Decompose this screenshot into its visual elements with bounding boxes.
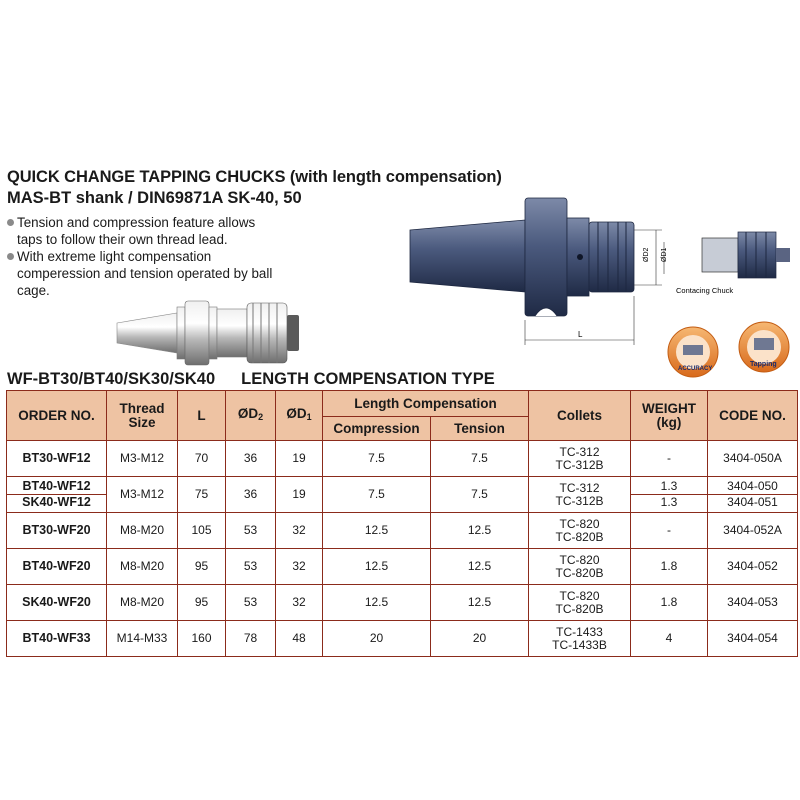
code-cell: 3404-052 — [708, 549, 798, 585]
code-b: 3404-051 — [727, 495, 778, 509]
l-cell: 160 — [178, 621, 226, 657]
order-b: SK40-WF12 — [22, 495, 91, 509]
l-cell: 95 — [178, 585, 226, 621]
collet-b: TC-820B — [555, 529, 604, 544]
technical-drawing — [400, 190, 800, 380]
l-cell: 75 — [178, 477, 226, 513]
table-row — [7, 513, 798, 549]
l-cell: 70 — [178, 441, 226, 477]
collet-b: TC-312B — [555, 493, 604, 508]
collet-a: TC-1433 — [556, 625, 603, 639]
d2-label: ØD2 — [643, 247, 650, 262]
collet-a: TC-312 — [559, 445, 600, 459]
code-cell: 3404-050A — [708, 441, 798, 477]
code-cell: 3404-052A — [708, 513, 798, 549]
thread-cell: M8-M20 — [107, 513, 178, 549]
thread-cell: M14-M33 — [107, 621, 178, 657]
d1-cell: 48 — [276, 621, 323, 657]
collet-b: TC-1433B — [552, 637, 607, 652]
bullet-icon — [7, 253, 14, 260]
code-cell: 3404-053 — [708, 585, 798, 621]
header-d2 — [226, 391, 276, 441]
page-subtitle: MAS-BT shank / DIN69871A SK-40, 50 — [7, 189, 302, 207]
compression-cell: 12.5 — [323, 585, 431, 621]
d2-cell: 53 — [226, 513, 276, 549]
thread-cell: M3-M12 — [107, 477, 178, 513]
weight-cell: 1.8 — [631, 585, 708, 621]
d1-cell: 19 — [276, 477, 323, 513]
type-label: LENGTH COMPENSATION TYPE — [241, 370, 495, 388]
header-weight: WEIGHT (kg) — [631, 391, 708, 441]
table-row — [7, 477, 798, 513]
table-row — [7, 621, 798, 657]
feature-text: Tension and compression feature allows taps to follow their own thread lead. — [17, 215, 256, 247]
collet-a: TC-312 — [559, 481, 600, 495]
code-cell: 3404-054 — [708, 621, 798, 657]
thread-cell: M8-M20 — [107, 549, 178, 585]
l-label: L — [578, 330, 583, 339]
header-l: L — [178, 391, 226, 441]
collet-a: TC-820 — [559, 517, 600, 531]
order-cell: BT30-WF12 — [7, 441, 107, 477]
collets-cell — [529, 549, 631, 585]
order-cell: SK40-WF20 — [7, 585, 107, 621]
header-thread: Thread Size — [107, 391, 178, 441]
collets-cell — [529, 513, 631, 549]
weight-cell: 4 — [631, 621, 708, 657]
tension-cell: 12.5 — [431, 585, 529, 621]
order-cell: BT40-WF20 — [7, 549, 107, 585]
d2-cell: 36 — [226, 441, 276, 477]
d2-cell: 53 — [226, 585, 276, 621]
header-d2-sub: 2 — [258, 412, 264, 422]
header-d1-sub: 1 — [306, 412, 312, 422]
compression-cell: 12.5 — [323, 549, 431, 585]
l-cell: 105 — [178, 513, 226, 549]
order-a: BT40-WF12 — [7, 479, 106, 495]
thread-cell: M8-M20 — [107, 585, 178, 621]
table-row — [7, 549, 798, 585]
d2-cell: 53 — [226, 549, 276, 585]
collet-a: TC-820 — [559, 553, 600, 567]
chuck-caption: Contacing Chuck — [676, 286, 734, 295]
table-row — [7, 585, 798, 621]
d1-cell: 19 — [276, 441, 323, 477]
header-d1 — [276, 391, 323, 441]
header-d1-text: ØD — [286, 406, 307, 421]
product-photo — [115, 285, 305, 380]
weight-cell: - — [631, 441, 708, 477]
header-length-comp: Length Compensation — [323, 391, 529, 417]
d2-cell: 36 — [226, 477, 276, 513]
page-title: QUICK CHANGE TAPPING CHUCKS (with length compensation) — [7, 168, 502, 186]
collet-a: TC-820 — [559, 589, 600, 603]
header-code: CODE NO. — [708, 391, 798, 441]
order-cell — [7, 477, 107, 513]
collets-cell — [529, 585, 631, 621]
collet-b: TC-312B — [555, 457, 604, 472]
thread-cell: M3-M12 — [107, 441, 178, 477]
tension-cell: 7.5 — [431, 441, 529, 477]
accuracy-badge-label: ACCURACY — [678, 366, 713, 372]
model-line: WF-BT30/BT40/SK30/SK40 — [7, 370, 216, 388]
collet-b: TC-820B — [555, 601, 604, 616]
header-order: ORDER NO. — [7, 391, 107, 441]
d1-cell: 32 — [276, 513, 323, 549]
weight-a: 1.3 — [631, 479, 707, 495]
weight-cell — [631, 477, 708, 513]
table-row — [7, 441, 798, 477]
tension-cell: 12.5 — [431, 513, 529, 549]
feature-item — [7, 214, 277, 248]
weight-cell: 1.8 — [631, 549, 708, 585]
l-cell: 95 — [178, 549, 226, 585]
d2-cell: 78 — [226, 621, 276, 657]
compression-cell: 12.5 — [323, 513, 431, 549]
spec-table — [6, 390, 798, 657]
tension-cell: 12.5 — [431, 549, 529, 585]
compression-cell: 20 — [323, 621, 431, 657]
header-d2-text: ØD — [237, 406, 259, 421]
weight-b: 1.3 — [660, 495, 678, 509]
d1-label: ØD1 — [661, 247, 668, 262]
tension-cell: 7.5 — [431, 477, 529, 513]
section-heading — [7, 370, 521, 389]
feature-text: With extreme light compensation comperession and tension operated by ball cage. — [17, 249, 273, 298]
code-cell — [708, 477, 798, 513]
d1-cell: 32 — [276, 585, 323, 621]
header-compression: Compression — [323, 417, 431, 441]
bullet-icon — [7, 219, 14, 226]
collets-cell — [529, 477, 631, 513]
tapping-badge-label: Tapping — [750, 361, 777, 368]
order-cell: BT30-WF20 — [7, 513, 107, 549]
tension-cell: 20 — [431, 621, 529, 657]
header-collets: Collets — [529, 391, 631, 441]
compression-cell: 7.5 — [323, 441, 431, 477]
header-tension: Tension — [431, 417, 529, 441]
collets-cell — [529, 441, 631, 477]
compression-cell: 7.5 — [323, 477, 431, 513]
collets-cell — [529, 621, 631, 657]
code-a: 3404-050 — [708, 479, 797, 495]
weight-cell: - — [631, 513, 708, 549]
d1-cell: 32 — [276, 549, 323, 585]
order-cell: BT40-WF33 — [7, 621, 107, 657]
collet-b: TC-820B — [555, 565, 604, 580]
